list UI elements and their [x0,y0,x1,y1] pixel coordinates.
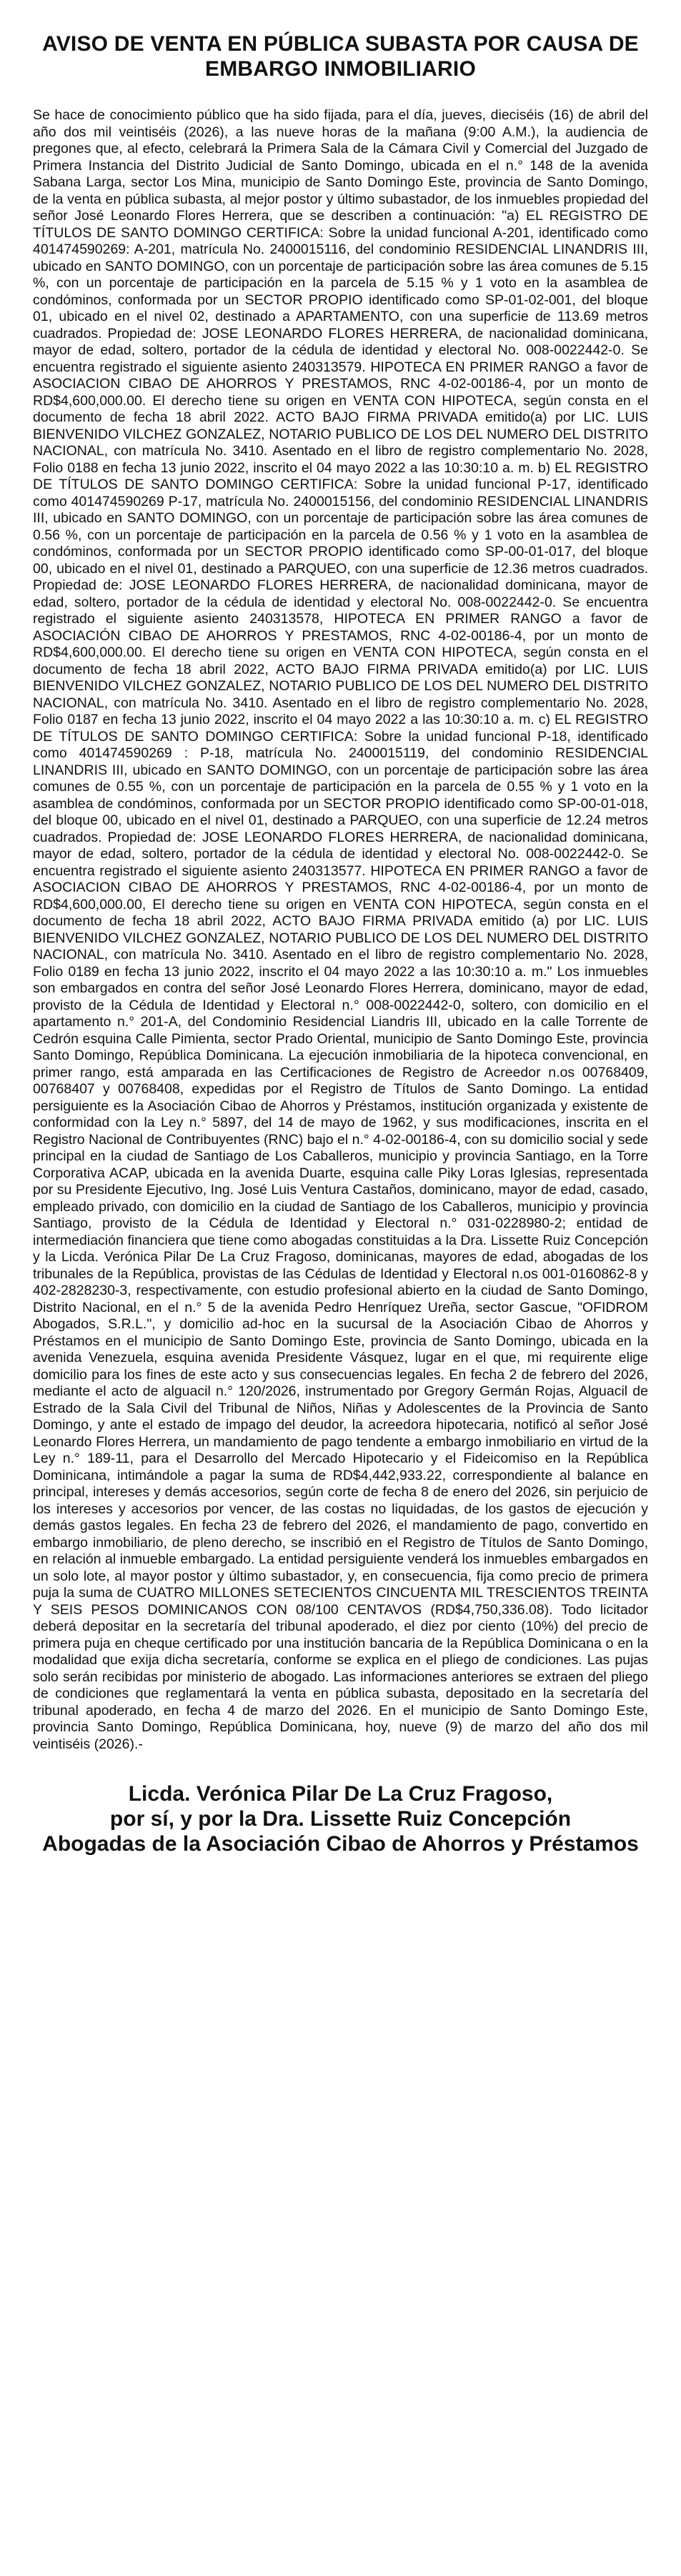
signature-block [33,1781,648,1856]
notice-title-line-1: AVISO DE VENTA EN PÚBLICA SUBASTA POR CAUSA DE [42,32,639,56]
notice-body: Se hace de conocimiento público que ha sido fijada, para el día, jueves, dieciséis (16) de abril del año dos mil veintiséis (2026), a las nueve horas de la mañana (9:00 A.M.), la audiencia de pregones que, al efecto, celebrará la Primera Sala de la Cámara Civil y Comercial del Juzgado de Primera Instancia del Distrito Judicial de Santo Domingo, ubicada en el n.° 148 de la avenida Sabana Larga, sector Los Mina, municipio de Santo Domingo Este, provincia de Santo Domingo, de la venta en pública subasta, al mejor postor y último subastador, de los inmuebles propiedad del señor José Leonardo Flores Herrera, que se describen a continuación: "a) EL REGISTRO DE TÍTULOS DE SANTO DOMINGO CERTIFICA: Sobre la unidad funcional A-201, identificado como 401474590269: A-201, matrícula No. 2400015116, del condominio RESIDENCIAL LINANDRIS III, ubicado en SANTO DOMINGO, con un porcentaje de participación sobre las área comunes de 5.15 %, con un porcentaje de participación en la parcela de 5.15 % y 1 voto en la asamblea de condóminos, conformada por un SECTOR PROPIO identificado como SP-01-02-001, del bloque 01, ubicado en el nivel 02, destinado a APARTAMENTO, con una superficie de 113.69 metros cuadrados. Propiedad de: JOSE LEONARDO FLORES HERRERA, de nacionalidad dominicana, mayor de edad, soltero, portador de la cédula de identidad y electoral No. 008-0022442-0. Se encuentra registrado el siguiente asiento 240313579. HIPOTECA EN PRIMER RANGO a favor de ASOCIACION CIBAO DE AHORROS Y PRESTAMOS, RNC 4-02-00186-4, por un monto de RD$4,600,000.00. El derecho tiene su origen en VENTA CON HIPOTECA, según consta en el documento de fecha 18 abril 2022. ACTO BAJO FIRMA PRIVADA emitido(a) por LIC. LUIS BIENVENIDO VILCHEZ GONZALEZ, NOTARIO PUBLICO DE LOS DEL NUMERO DEL DISTRITO NACIONAL, con matrícula No. 3410. Asentado en el libro de registro complementario No. 2028, Folio 0188 en fecha 13 junio 2022, inscrito el 04 mayo 2022 a las 10:30:10 a. m. b) EL REGISTRO DE TÍTULOS DE SANTO DOMINGO CERTIFICA: Sobre la unidad funcional P-17, identificado como 401474590269 P-17, matrícula No. 2400015156, del condominio RESIDENCIAL LINANDRIS III, ubicado en SANTO DOMINGO, con un porcentaje de participación sobre las área comunes de 0.56 %, con un porcentaje de participación en la parcela de 0.56 % y 1 voto en la asamblea de condóminos, conformada por un SECTOR PROPIO identificado como SP-00-01-017, del bloque 00, ubicado en el nivel 01, destinado a PARQUEO, con una superficie de 12.36 metros cuadrados. Propiedad de: JOSE LEONARDO FLORES HERRERA, de nacionalidad dominicana, mayor de edad, soltero, portador de la cédula de identidad y electoral No. 008-0022442-0. Se encuentra registrado el siguiente asiento 240313578, HIPOTECA EN PRIMER RANGO a favor de ASOCIACIÓN CIBAO DE AHORROS Y PRESTAMOS, RNC 4-02-00186-4, por un monto de RD$4,600,000.00. El derecho tiene su origen en VENTA CON HIPOTECA, según consta en el documento de fecha 18 abril 2022, ACTO BAJO FIRMA PRIVADA emitido(a) por LIC. LUIS BIENVENIDO VILCHEZ GONZALEZ, NOTARIO PUBLICO DE LOS DEL NUMERO DEL DISTRITO NACIONAL, con matrícula No. 3410. Asentado en el libro de registro complementario No. 2028, Folio 0187 en fecha 13 junio 2022, inscrito el 04 mayo 2022 a las 10:30:10 a. m. c) EL REGISTRO DE TÍTULOS DE SANTO DOMINGO CERTIFICA: Sobre la unidad funcional P-18, identificado como 401474590269 : P-18, matrícula No. 2400015119, del condominio RESIDENCIAL LINANDRIS III, ubicado en SANTO DOMINGO, con un porcentaje de participación sobre las área comunes de 0.55 %, con un porcentaje de participación en la parcela de 0.55 % y 1 voto en la asamblea de condóminos, conformada por un SECTOR PROPIO identificado como SP-00-01-018, del bloque 00, ubicado en el nivel 01, destinado a PARQUEO, con una superficie de 12.24 metros cuadrados. Propiedad de: JOSE LEONARDO FLORES HERRERA, de nacionalidad dominicana, mayor de edad, soltero, portador de la cédula de identidad y electoral No. 008-0022442-0. Se encuentra registrado el siguiente asiento 240313577. HIPOTECA EN PRIMER RANGO a favor de ASOCIACION CIBAO DE AHORROS Y PRESTAMOS, RNC 4-02-00186-4, por un monto de RD$4,600,000.00, El derecho tiene su origen en VENTA CON HIPOTECA, según consta en el documento de fecha 18 abril 2022, ACTO BAJO FIRMA PRIVADA emitido (a) por LIC. LUIS BIENVENIDO VILCHEZ GONZALEZ, NOTARIO PUBLICO DE LOS DEL NUMERO DEL DISTRITO NACIONAL, con matrícula No. 3410. Asentado en el libro de registro complementario No. 2028, Folio 0189 en fecha 13 junio 2022, inscrito el 04 mayo 2022 a las 10:30:10 a. m." Los inmuebles son embargados en contra del señor José Leonardo Flores Herrera, dominicano, mayor de edad, provisto de la Cédula de Identidad y Electoral n.° 008-0022442-0, soltero, con domicilio en el apartamento n.° 201-A, del Condominio Residencial Liandris III, ubicado en la calle Torrente de Cedrón esquina Calle Pimienta, sector Prado Oriental, municipio de Santo Domingo Este, provincia Santo Domingo, República Dominicana. La ejecución inmobiliaria de la hipoteca convencional, en primer rango, está amparada en las Certificaciones de Registro de Acreedor n.os 00768409, 00768407 y 00768408, expedidas por el Registro de Títulos de Santo Domingo. La entidad persiguiente es la Asociación Cibao de Ahorros y Préstamos, institución organizada y existente de conformidad con la Ley n.° 5897, del 14 de mayo de 1962, y sus modificaciones, inscrita en el Registro Nacional de Contribuyentes (RNC) bajo el n.° 4-02-00186-4, con su domicilio social y sede principal en la ciudad de Santiago de Los Caballeros, municipio y provincia Santiago, en la Torre Corporativa ACAP, ubicada en la avenida Duarte, esquina calle Piky Loras Iglesias, representada por su Presidente Ejecutivo, Ing. José Luis Ventura Castaños, dominicano, mayor de edad, casado, empleado privado, con domicilio en la ciudad de Santiago de los Caballeros, municipio y provincia Santiago, provisto de la Cédula de Identidad y Electoral n.° 031-0228980-2; entidad de intermediación financiera que tiene como abogadas constituidas a la Dra. Lissette Ruiz Concepción y la Licda. Verónica Pilar De La Cruz Fragoso, dominicanas, mayores de edad, abogadas de los tribunales de la República, provistas de las Cédulas de Identidad y Electoral n.os 001-0160862-8 y 402-2828230-3, respectivamente, con estudio profesional abierto en la ciudad de Santo Domingo, Distrito Nacional, en el n.° 5 de la avenida Pedro Henríquez Ureña, sector Gascue, "OFIDROM Abogados, S.R.L.", y domicilio ad-hoc en la sucursal de la Asociación Cibao de Ahorros y Préstamos en el municipio de Santo Domingo Este, provincia de Santo Domingo, ubicada en la avenida Venezuela, esquina avenida Presidente Vásquez, lugar en el que, mi requirente elige domicilio para los fines de este acto y sus consecuencias legales. En fecha 2 de febrero del 2026, mediante el acto de alguacil n.° 120/2026, instrumentado por Gregory Germán Rojas, Alguacil de Estrado de la Sala Civil del Tribunal de Niños, Niñas y Adolescentes de la Provincia de Santo Domingo, y ante el estado de impago del deudor, la acreedora hipotecaria, notificó al señor José Leonardo Flores Herrera, un mandamiento de pago tendente a embargo inmobiliario en virtud de la Ley n.° 189-11, para el Desarrollo del Mercado Hipotecario y el Fideicomiso en la República Dominicana, intimándole a pagar la suma de RD$4,442,933.22, correspondiente al balance en principal, intereses y demás accesorios, según corte de fecha 8 de enero del 2026, sin perjuicio de los intereses y accesorios por vencer, de las costas no liquidadas, de los gastos de ejecución y demás gastos legales. En fecha 23 de febrero del 2026, el mandamiento de pago, convertido en embargo inmobiliario, de pleno derecho, se inscribió en el Registro de Títulos de Santo Domingo, en relación al inmueble embargado. La entidad persiguiente venderá los inmuebles embargados en un solo lote, al mayor postor y último subastador, y, en consecuencia, fija como precio de primera puja la suma de CUATRO MILLONES SETECIENTOS CINCUENTA MIL TRESCIENTOS TREINTA Y SEIS PESOS DOMINICANOS CON 08/100 CENTAVOS (RD$4,750,336.08). Todo licitador deberá depositar en la secretaría del tribunal apoderado, el diez por ciento (10%) del precio de primera puja en cheque certificado por una institución bancaria de la República Dominicana o en la modalidad que exija dicha secretaría, conforme se explica en el pliego de condiciones. Las pujas solo serán recibidas por ministerio de abogado. Las informaciones anteriores se extraen del pliego de condiciones que reglamentará la venta en pública subasta, depositado en la secretaría del tribunal apoderado, en fecha 4 de marzo del 2026. En el municipio de Santo Domingo Este, provincia Santo Domingo, República Dominicana, hoy, nueve (9) de marzo del año dos mil veintiséis (2026).- [33,107,648,1752]
signature-line-1: Licda. Verónica Pilar De La Cruz Fragoso, [128,1782,553,1806]
signature-line-3: Abogadas de la Asociación Cibao de Ahorros y Préstamos [42,1832,639,1856]
signature-line-2: por sí, y por la Dra. Lissette Ruiz Concepción [109,1807,572,1831]
notice-title-line-2: EMBARGO INMOBILIARIO [205,57,476,81]
notice-title [33,31,648,81]
